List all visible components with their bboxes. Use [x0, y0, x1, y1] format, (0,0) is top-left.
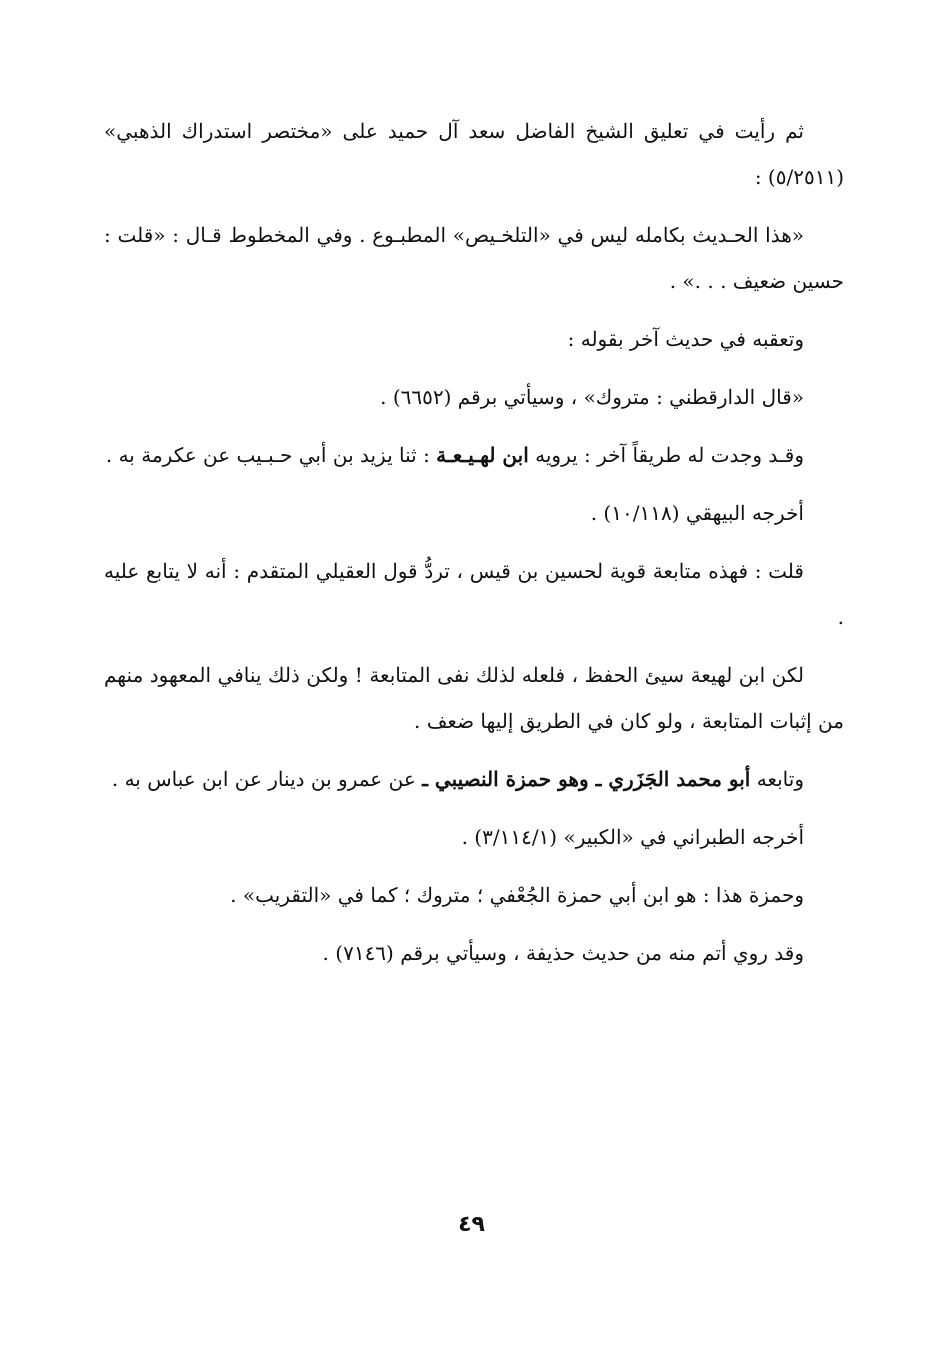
paragraph-review-intro — [104, 108, 844, 200]
paragraph-text: وتعقبه في حديث آخر بقوله : — [567, 327, 804, 351]
paragraph-strong-corroboration — [104, 548, 844, 640]
paragraph-text: «هذا الحـديث بكامله ليس في «التلخـيص» المطبـوع . وفي المخطوط قـال : «قلت : حسين ضعيف . . .» . — [104, 223, 844, 293]
paragraph-text: وحمزة هذا : هو ابن أبي حمزة الجُعْفي ؛ متروك ؛ كما في «التقريب» . — [230, 883, 804, 907]
paragraph-text: «قال الدارقطني : متروك» ، وسيأتي برقم (٦٦٥٢) . — [380, 385, 804, 409]
paragraph-bayhaqi-reference — [104, 490, 844, 536]
paragraph-critique — [104, 316, 844, 362]
page-body — [104, 108, 844, 988]
page-number: ٤٩ — [458, 1212, 485, 1237]
paragraph-text: ثم رأيت في تعليق الشيخ الفاضل سعد آل حميد على «مختصر استدراك الذهبي» (٥/٢٥١١) : — [104, 119, 844, 189]
paragraph-text-before: وقـد وجدت له طريقاً آخر : يرويه — [528, 443, 804, 467]
paragraph-text: وقد روي أتم منه من حديث حذيفة ، وسيأتي برقم (٧١٤٦) . — [322, 941, 804, 965]
paragraph-hudhayfa-note — [104, 930, 844, 976]
paragraph-text-after: عن عمرو بن دينار عن ابن عباس به . — [111, 767, 423, 791]
paragraph-tabarani-reference — [104, 814, 844, 860]
paragraph-hamza-note — [104, 872, 844, 918]
paragraph-text: أخرجه البيهقي (١٠/١١٨) . — [590, 501, 804, 525]
paragraph-jazari-corroboration — [104, 756, 844, 802]
paragraph-text-before: وتابعه — [750, 767, 804, 791]
paragraph-text-after: : ثنا يزيد بن أبي حـبـيب عن عكرمة به . — [105, 443, 437, 467]
paragraph-another-route — [104, 432, 844, 478]
paragraph-text: لكن ابن لهيعة سيئ الحفظ ، فلعله لذلك نفى المتابعة ! ولكن ذلك ينافي المعهود منهم من إثبات المتابعة ، ولو كان في الطريق إليها ضعف . — [104, 663, 844, 733]
paragraph-text: أخرجه الطبراني في «الكبير» (٣/١١٤/١) . — [461, 825, 804, 849]
paragraph-daraqutni-quote — [104, 374, 844, 420]
narrator-name-bold: أبو محمد الجَزَري ـ وهو حمزة النصيبي ـ — [422, 767, 751, 791]
paragraph-quote-talkhis — [104, 212, 844, 304]
paragraph-text: قلت : فهذه متابعة قوية لحسين بن قيس ، تردُّ قول العقيلي المتقدم : أنه لا يتابع عليه . — [104, 559, 844, 629]
paragraph-ibn-lahia-weakness — [104, 652, 844, 744]
narrator-name-bold: ابن لهـيـعـة — [436, 443, 529, 467]
